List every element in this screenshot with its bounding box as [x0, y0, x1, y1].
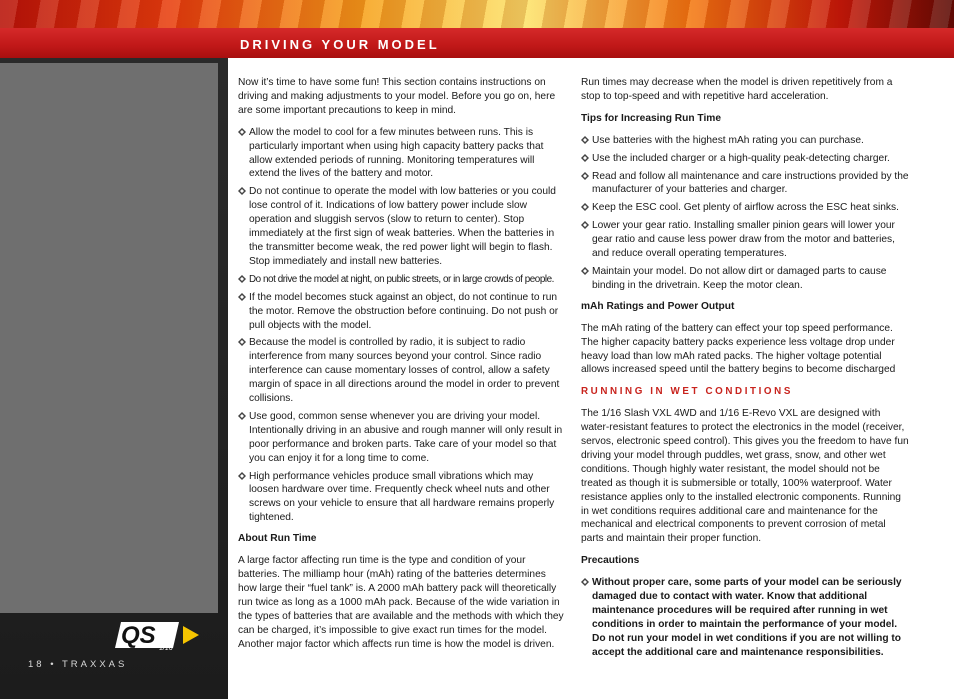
list-item-text: Lower your gear ratio. Installing smaller pinion gears will lower your gear ratio and cause less power draw from the motor and batteries, and reduce overall operating temperatures.: [592, 220, 895, 260]
logo-text: QS: [121, 622, 156, 649]
list-item: [581, 265, 911, 293]
list-item: [238, 185, 565, 268]
list-item-text: Do not continue to operate the model with low batteries or you could lose control of it. Indications of low battery power include slow operation and sluggish servos (slow to return to center). Stop immediately at the first sign of weak batteries. When the batteries in the transmitter become weak, the red power light will begin to flash. Stop immediately and install new batteries.: [249, 186, 556, 267]
diamond-bullet-icon: [581, 172, 589, 180]
diamond-bullet-icon: [238, 472, 246, 480]
wet-precautions-list: [581, 576, 911, 659]
sidebar-panel: [0, 63, 218, 613]
run-time-paragraph: A large factor affecting run time is the type and condition of your batteries. The milliamp hour (mAh) rating of the batteries determines how large their “fuel tank” is. A 2000 mAh battery pack will theoretically run twice as long as a 1000 mAh pack. Because of the wide variation in the types of batteries that are available and the methods with which they can be charged, it’s impossible to give exact run times for the model. Another major factor which affects run time is how the model is driven.: [238, 555, 564, 650]
diamond-bullet-icon: [581, 136, 589, 144]
list-item-text: Without proper care, some parts of your model can be seriously damaged due to contact with water. Know that additional maintenance procedures will be required after running in wet conditions in order to maintain the performance of your model. Do not run your model in wet conditions if you are not willing to accept the additional care and maintenance responsibilities.: [592, 577, 902, 658]
diamond-bullet-icon: [238, 293, 246, 301]
list-item: [581, 201, 911, 215]
qs-logo-icon: [115, 618, 201, 652]
tips-heading: Tips for Increasing Run Time: [581, 112, 722, 124]
list-item: [581, 219, 911, 261]
left-column: [238, 76, 565, 659]
diamond-bullet-icon: [238, 412, 246, 420]
logo-subtext: 1/16: [159, 645, 173, 652]
list-item: [238, 336, 565, 406]
header-flame-texture: [0, 0, 954, 28]
list-item: [581, 170, 911, 198]
diamond-bullet-icon: [581, 203, 589, 211]
list-item-text: High performance vehicles produce small vibrations which may loosen hardware over time. Frequently check wheel nuts and other screws on your vehicle to ensure that all hardware remains properly tightened.: [249, 470, 555, 524]
list-item: [238, 410, 565, 466]
list-item: [238, 273, 565, 287]
diamond-bullet-icon: [581, 221, 589, 229]
diamond-bullet-icon: [238, 275, 246, 283]
diamond-bullet-icon: [581, 267, 589, 275]
list-item-text: Use batteries with the highest mAh rating you can purchase.: [592, 134, 864, 146]
intro-paragraph: Now it’s time to have some fun! This section contains instructions on driving and making adjustments to your model. Before you go on, here are some important precautions to keep in mind.: [238, 77, 556, 116]
mah-heading: mAh Ratings and Power Output: [581, 300, 735, 312]
run-time-heading: About Run Time: [238, 533, 317, 545]
diamond-bullet-icon: [238, 187, 246, 195]
diamond-bullet-icon: [238, 128, 246, 136]
wet-conditions-paragraph: The 1/16 Slash VXL 4WD and 1/16 E-Revo VXL are designed with water-resistant features to protect the electronics in the model (receiver, servos, electronic speed control). This gives you the freedom to have fun driving your model through puddles, wet grass, snow, and other wet conditions. Though highly water resistant, the model should not be treated as though it is submersible or totally, 100% waterproof. Water resistance applies only to the installed electronic components. Running in wet conditions requires additional care and maintenance for the mechanical and electrical components to prevent corrosion of metal parts and maintain their proper function.: [581, 408, 909, 545]
list-item: [581, 152, 911, 166]
tips-list: [581, 134, 911, 293]
diamond-bullet-icon: [581, 578, 589, 586]
run-time-continued: Run times may decrease when the model is driven repetitively from a stop to top-speed and with repetitive hard acceleration.: [581, 77, 893, 102]
list-item-text: Allow the model to cool for a few minutes between runs. This is particularly important when using high capacity battery packs that allow extended periods of running. Monitoring temperatures will extend the lives of the battery and motor.: [249, 126, 544, 180]
precaution-list: [238, 126, 565, 525]
right-column: [581, 76, 911, 667]
list-item-text: If the model becomes stuck against an object, do not continue to run the motor. Remove the obstruction before continuing. Do not push or pull objects with the model.: [249, 291, 559, 331]
diamond-bullet-icon: [581, 154, 589, 162]
page-footer: 18 • TRAXXAS: [28, 659, 128, 670]
list-item-text: Do not drive the model at night, on public streets, or in large crowds of people.: [249, 273, 554, 285]
list-item: [238, 470, 565, 526]
list-item-text: Keep the ESC cool. Get plenty of airflow across the ESC heat sinks.: [592, 202, 899, 214]
list-item-text: Use good, common sense whenever you are driving your model. Intentionally driving in an abusive and rough manner will only result in poor performance and broken parts. Take care of your model so that you can enjoy it for a long time to come.: [249, 410, 563, 464]
list-item-text: Because the model is controlled by radio, it is subject to radio interference from many sources beyond your control. Since radio interference can cause momentary losses of control, allow a safety margin of space in all directions around the model in order to prevent collisions.: [249, 337, 560, 405]
wet-conditions-heading: RUNNING IN WET CONDITIONS: [581, 386, 793, 398]
list-item-text: Use the included charger or a high-quality peak-detecting charger.: [592, 152, 890, 164]
list-item: [581, 576, 911, 659]
list-item-text: Read and follow all maintenance and care instructions provided by the manufacturer of your batteries and charger.: [592, 170, 909, 196]
mah-paragraph: The mAh rating of the battery can effect your top speed performance. The higher capacity battery packs experience less voltage drop under heavy load than low mAh rated packs. The higher voltage potential allows increased speed until the battery begins to become discharged: [581, 322, 896, 376]
list-item: [238, 291, 565, 333]
header-banner: [0, 28, 954, 58]
list-item-text: Maintain your model. Do not allow dirt or damaged parts to cause binding in the drivetrain. Keep the motor clean.: [592, 265, 887, 291]
list-item: [238, 126, 565, 182]
list-item: [581, 134, 911, 148]
page-title: DRIVING YOUR MODEL: [240, 37, 440, 52]
diamond-bullet-icon: [238, 338, 246, 346]
precautions-heading: Precautions: [581, 555, 640, 567]
